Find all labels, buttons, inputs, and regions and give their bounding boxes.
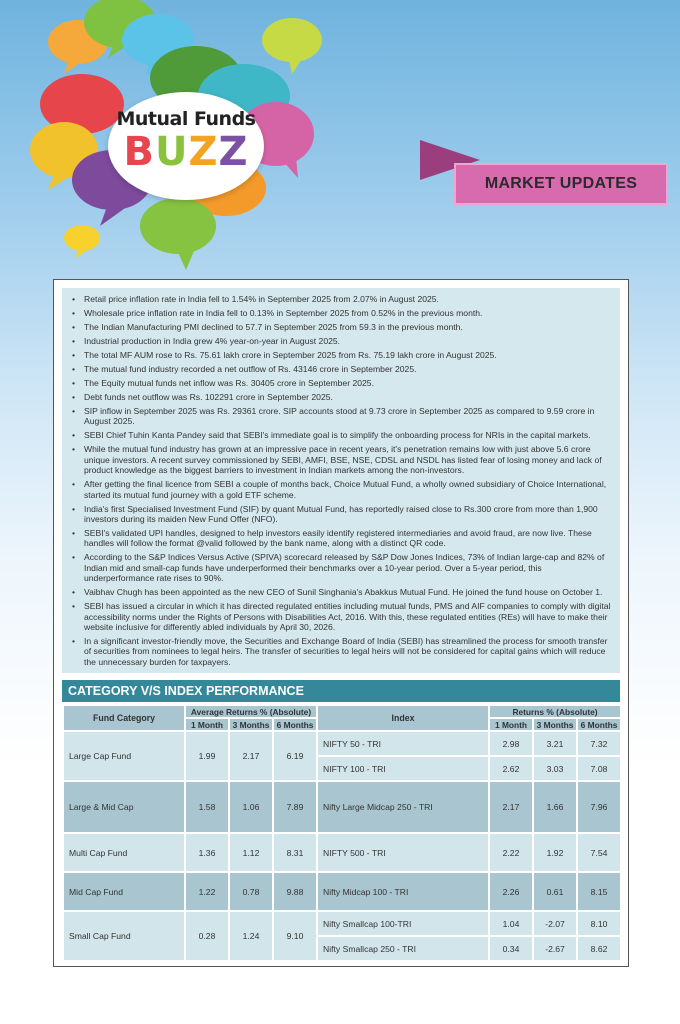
news-section xyxy=(62,288,620,673)
index-return-cell: 3.21 xyxy=(533,731,577,756)
header-fund-category: Fund Category xyxy=(63,705,185,731)
index-return-cell: 7.08 xyxy=(577,756,621,781)
avg-return-cell: 0.78 xyxy=(229,872,273,911)
index-name-cell: Nifty Midcap 100 - TRI xyxy=(317,872,489,911)
index-return-cell: -2.07 xyxy=(533,911,577,936)
avg-return-cell: 6.19 xyxy=(273,731,317,781)
logo-title: Mutual Funds xyxy=(116,108,256,130)
index-return-cell: 1.04 xyxy=(489,911,533,936)
header-index: Index xyxy=(317,705,489,731)
index-return-cell: 0.34 xyxy=(489,936,533,961)
category-vs-index-title: CATEGORY V/S INDEX PERFORMANCE xyxy=(62,680,620,702)
header-period: 1 Month xyxy=(489,718,533,731)
table-row xyxy=(63,781,621,833)
news-list xyxy=(72,294,614,667)
avg-return-cell: 1.99 xyxy=(185,731,229,781)
table-row xyxy=(63,731,621,756)
bubble-small-yellow-icon xyxy=(64,225,100,258)
table-header-row xyxy=(63,705,621,718)
avg-return-cell: 1.06 xyxy=(229,781,273,833)
table-row xyxy=(63,872,621,911)
index-return-cell: 7.54 xyxy=(577,833,621,872)
performance-table xyxy=(62,704,622,962)
news-item: • Vaibhav Chugh has been appointed as the new CEO of Sunil Singhania's Abakkus Mutual Fund. He joined the fund house on October 1. xyxy=(72,587,614,597)
logo-buzz-word: BUZZ xyxy=(123,129,249,175)
news-item: • SEBI Chief Tuhin Kanta Pandey said that SEBI's immediate goal is to simplify the onboarding process for NRIs in the capital markets. xyxy=(72,430,614,440)
news-item: • Retail price inflation rate in India fell to 1.54% in September 2025 from 2.07% in August 2025. xyxy=(72,294,614,304)
news-item: • The Equity mutual funds net inflow was Rs. 30405 crore in September 2025. xyxy=(72,378,614,388)
news-item: • According to the S&P Indices Versus Active (SPIVA) scorecard released by S&P Dow Jones Indices, 73% of Indian large-cap and 82% of Indian mid and small-cap funds have underperformed their benchmarks over a 10-year period. Over a 5-year period, this underperformance rate rises to 90%. xyxy=(72,552,614,583)
bubble-lime-icon xyxy=(262,18,322,74)
news-item: • Debt funds net outflow was Rs. 102291 crore in September 2025. xyxy=(72,392,614,402)
header-period: 1 Month xyxy=(185,718,229,731)
market-updates-banner xyxy=(454,163,668,205)
bubble-green2-icon xyxy=(140,198,216,270)
avg-return-cell: 2.17 xyxy=(229,731,273,781)
header-period: 6 Months xyxy=(577,718,621,731)
index-return-cell: 1.92 xyxy=(533,833,577,872)
index-return-cell: 1.66 xyxy=(533,781,577,833)
news-item: • The total MF AUM rose to Rs. 75.61 lakh crore in September 2025 from Rs. 75.19 lakh crore in August 2025. xyxy=(72,350,614,360)
news-item: • Wholesale price inflation rate in India fell to 0.13% in September 2025 from 0.52% in the previous month. xyxy=(72,308,614,318)
avg-return-cell: 1.24 xyxy=(229,911,273,961)
avg-return-cell: 7.89 xyxy=(273,781,317,833)
avg-return-cell: 1.22 xyxy=(185,872,229,911)
avg-return-cell: 1.36 xyxy=(185,833,229,872)
fund-category-cell: Large Cap Fund xyxy=(63,731,185,781)
fund-category-cell: Large & Mid Cap xyxy=(63,781,185,833)
avg-return-cell: 9.88 xyxy=(273,872,317,911)
index-name-cell: NIFTY 50 - TRI xyxy=(317,731,489,756)
fund-category-cell: Mid Cap Fund xyxy=(63,872,185,911)
index-name-cell: Nifty Large Midcap 250 - TRI xyxy=(317,781,489,833)
avg-return-cell: 1.12 xyxy=(229,833,273,872)
index-return-cell: 3.03 xyxy=(533,756,577,781)
index-return-cell: 0.61 xyxy=(533,872,577,911)
news-item: • India's first Specialised Investment Fund (SIF) by quant Mutual Fund, has reportedly raised close to Rs.300 crore from more than 1,900 investors during its maiden New Fund Offer (NFO). xyxy=(72,504,614,525)
news-item: • SEBI has issued a circular in which it has directed regulated entities including mutual funds, PMS and AIF companies to comply with digital accessibility norms under the Rights of Persons with Disabilities Act, 2016. With this, these regulated entities (REs) will have to make their website inclusive for differently abled individuals by April 30, 2026. xyxy=(72,601,614,632)
index-return-cell: 2.62 xyxy=(489,756,533,781)
avg-return-cell: 8.31 xyxy=(273,833,317,872)
avg-return-cell: 1.58 xyxy=(185,781,229,833)
news-item: • In a significant investor-friendly move, the Securities and Exchange Board of India (SEBI) has streamlined the process for smooth transfer of securities from nominees to legal heirs. The transfer of securities to legal heirs will not be considered for capital gains which will reduce the unnecessary burden for taxpayers. xyxy=(72,636,614,667)
header-average-returns: Average Returns % (Absolute) xyxy=(185,705,317,718)
index-return-cell: 2.98 xyxy=(489,731,533,756)
news-item: • While the mutual fund industry has grown at an impressive pace in recent years, it's penetration remains low with just above 5.6 crore unique investors. A recent survey commissioned by SEBI, AMFI, BSE, NSE, CDSL and NSDL has listed fear of losing money and lack of product knowledge as the biggest barriers to investment in Indian markets among the non-investors. xyxy=(72,444,614,475)
news-item: • The mutual fund industry recorded a net outflow of Rs. 43146 crore in September 2025. xyxy=(72,364,614,374)
news-item: • SEBI's validated UPI handles, designed to help investors easily identify registered intermediaries and avoid fraud, are now live. These handles will follow the format @valid followed by the bank name, along with a distinct QR code. xyxy=(72,528,614,549)
news-item: • After getting the final licence from SEBI a couple of months back, Choice Mutual Fund, a wholly owned subsidiary of Choice International, started its mutual fund journey with a gold ETF scheme. xyxy=(72,479,614,500)
index-return-cell: 8.10 xyxy=(577,911,621,936)
index-name-cell: Nifty Smallcap 250 - TRI xyxy=(317,936,489,961)
index-name-cell: NIFTY 100 - TRI xyxy=(317,756,489,781)
index-return-cell: 2.26 xyxy=(489,872,533,911)
index-return-cell: 8.15 xyxy=(577,872,621,911)
news-item: • SIP inflow in September 2025 was Rs. 29361 crore. SIP accounts stood at 9.73 crore in September 2025 as compared to 9.59 crore in August 2025. xyxy=(72,406,614,427)
index-return-cell: -2.67 xyxy=(533,936,577,961)
index-name-cell: Nifty Smallcap 100-TRI xyxy=(317,911,489,936)
table-row xyxy=(63,911,621,936)
avg-return-cell: 9.10 xyxy=(273,911,317,961)
index-name-cell: NIFTY 500 - TRI xyxy=(317,833,489,872)
news-item: • Industrial production in India grew 4% year-on-year in August 2025. xyxy=(72,336,614,346)
content-panel xyxy=(53,279,629,967)
index-return-cell: 7.96 xyxy=(577,781,621,833)
header-period: 3 Months xyxy=(533,718,577,731)
avg-return-cell: 0.28 xyxy=(185,911,229,961)
index-return-cell: 2.22 xyxy=(489,833,533,872)
header-period: 6 Months xyxy=(273,718,317,731)
fund-category-cell: Small Cap Fund xyxy=(63,911,185,961)
header-period: 3 Months xyxy=(229,718,273,731)
market-updates-title: MARKET UPDATES xyxy=(484,175,638,192)
index-return-cell: 7.32 xyxy=(577,731,621,756)
table-row xyxy=(63,833,621,872)
header-index-returns: Returns % (Absolute) xyxy=(489,705,621,718)
fund-category-cell: Multi Cap Fund xyxy=(63,833,185,872)
index-return-cell: 2.17 xyxy=(489,781,533,833)
mutual-funds-buzz-logo xyxy=(108,92,264,200)
index-return-cell: 8.62 xyxy=(577,936,621,961)
news-item: • The Indian Manufacturing PMI declined to 57.7 in September 2025 from 59.3 in the previous month. xyxy=(72,322,614,332)
